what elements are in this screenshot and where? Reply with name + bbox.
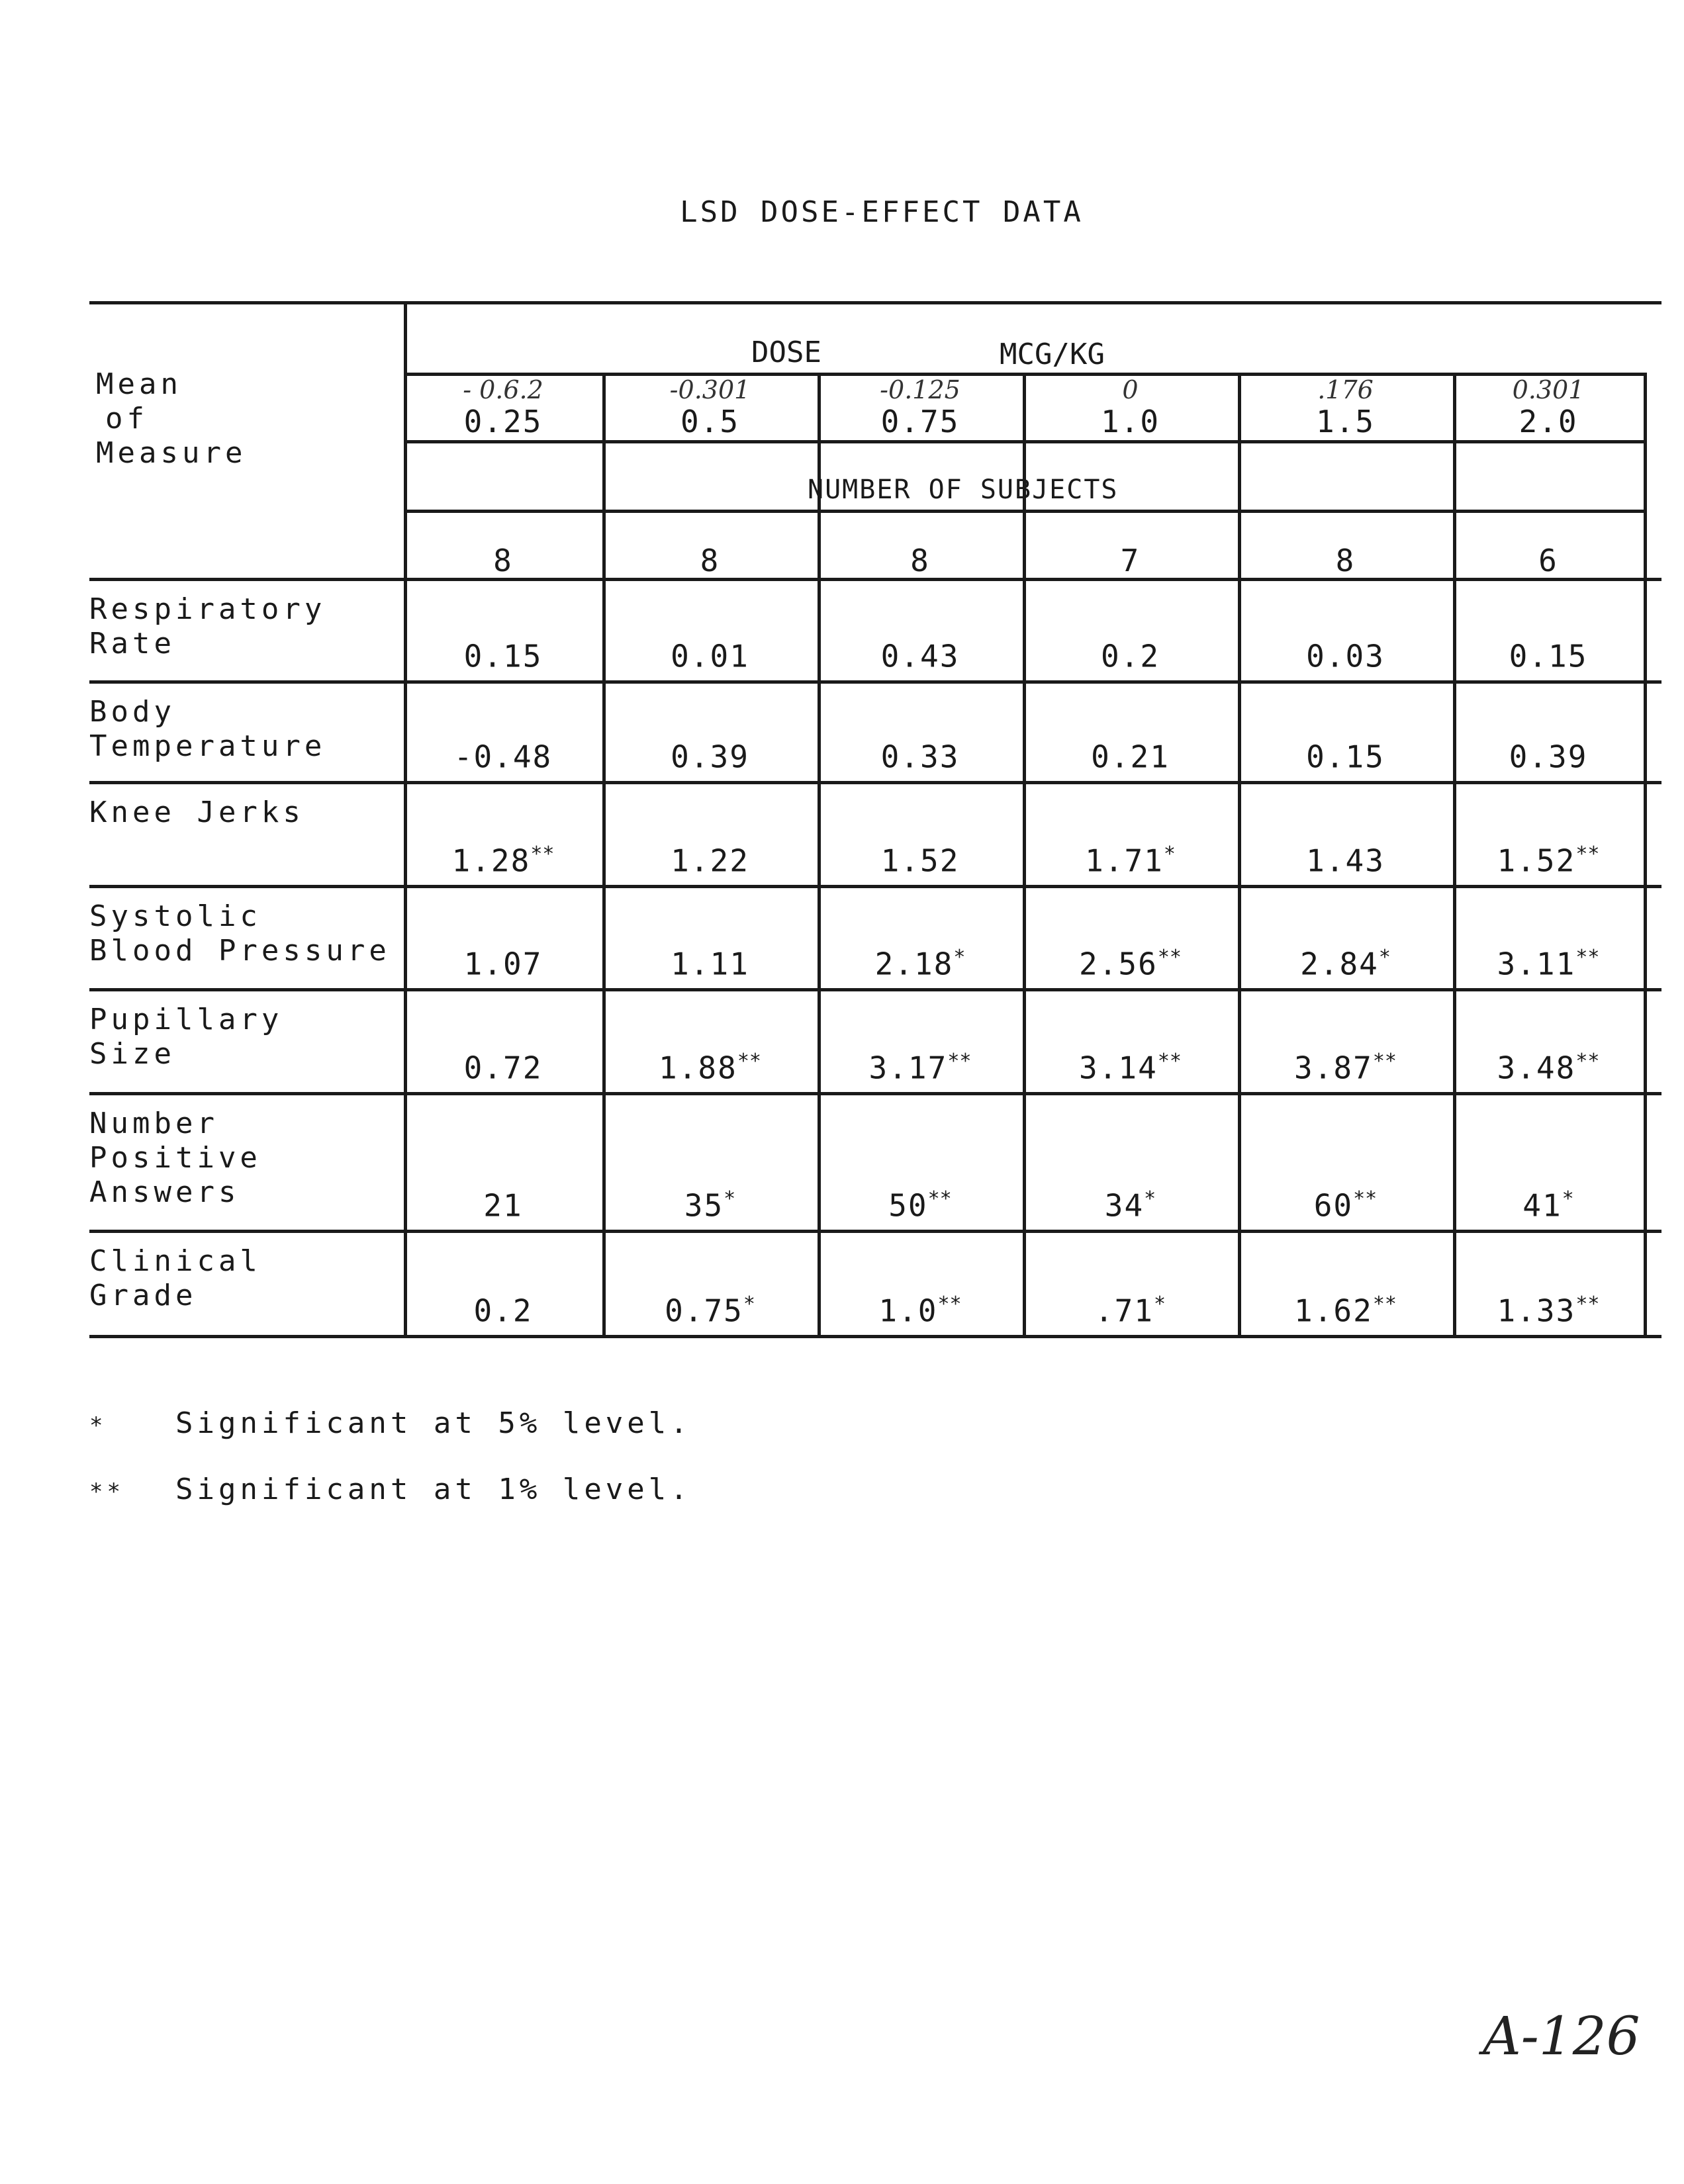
value-cell [818, 1187, 1023, 1223]
subjects-cell: 8 [700, 543, 720, 578]
row-label [89, 796, 304, 830]
significance-mark: ** [1575, 946, 1600, 969]
log-dose-cell: -0.301 [669, 375, 751, 404]
cell-value: 0.2 [473, 1293, 533, 1329]
cell-value: 21 [483, 1187, 523, 1224]
dose-cell: 0.75 [880, 404, 960, 439]
significance-mark: ** [927, 1187, 952, 1210]
row-label-line: Clinical [89, 1244, 261, 1278]
cell-value: 1.07 [463, 946, 543, 982]
cell-value: 1.0 [878, 1293, 938, 1329]
row-label [89, 1244, 261, 1313]
value-cell [404, 842, 602, 878]
cell-value: 0.15 [1306, 739, 1385, 775]
cell-value: 50 [888, 1187, 928, 1224]
value-cell [1023, 638, 1238, 674]
cell-value: 2.18 [874, 946, 954, 982]
value-cell [818, 739, 1023, 774]
cell-value: 2.84 [1300, 946, 1379, 982]
log-dose-cell: - 0.6.2 [463, 375, 543, 404]
value-cell [1453, 1050, 1644, 1085]
value-cell [602, 739, 818, 774]
value-cell [1238, 1050, 1453, 1085]
value-cell [602, 1050, 818, 1085]
value-cell [1453, 739, 1644, 774]
value-cell [602, 1187, 818, 1223]
label-column-rule [404, 301, 407, 1338]
value-cell [1023, 946, 1238, 981]
cell-value: 0.39 [671, 739, 749, 775]
dose-effect-table [89, 301, 1661, 1340]
legend-mark: * [89, 1412, 107, 1439]
subjects-cell: 8 [493, 543, 513, 578]
value-cell [602, 946, 818, 981]
significance-mark: ** [1575, 1293, 1600, 1316]
value-cell [1023, 1050, 1238, 1085]
significance-mark: ** [1353, 1187, 1378, 1210]
value-cell [404, 946, 602, 981]
cell-value: 0.72 [463, 1050, 543, 1086]
cell-value: 3.87 [1294, 1050, 1373, 1086]
cell-value: 0.03 [1306, 638, 1385, 674]
row-rule [89, 1092, 1661, 1095]
cell-value: 1.71 [1085, 842, 1164, 879]
cell-value: 3.14 [1079, 1050, 1158, 1086]
cell-value: 0.15 [463, 638, 543, 674]
legend-mark: ** [89, 1479, 124, 1505]
cell-value: 2.56 [1079, 946, 1158, 982]
value-cell [404, 1293, 602, 1328]
cell-value: 60 [1313, 1187, 1354, 1224]
row-label-line: Grade [89, 1279, 197, 1312]
value-cell [1238, 1187, 1453, 1223]
row-rule [89, 885, 1661, 888]
table-rule-right [1644, 373, 1647, 1338]
page-number: A-126 [1483, 2005, 1640, 2067]
cell-value: 0.75 [665, 1293, 743, 1329]
legend-item [89, 1406, 692, 1440]
row-label [89, 899, 391, 968]
row-header-line: of [105, 402, 148, 435]
legend-text: Significant at 5% level. [175, 1406, 692, 1440]
value-cell [818, 1050, 1023, 1085]
cell-value: .71 [1094, 1293, 1154, 1329]
value-cell [404, 638, 602, 674]
value-cell [602, 842, 818, 878]
log-dose-cell: 0.301 [1512, 375, 1585, 404]
cell-value: 1.52 [1497, 842, 1576, 879]
significance-mark: ** [1157, 946, 1182, 969]
row-label-line: Body [89, 695, 175, 729]
cell-value: 0.15 [1509, 638, 1588, 674]
cell-value: 0.01 [671, 638, 749, 674]
significance-mark: ** [1575, 842, 1600, 866]
value-cell [404, 1187, 602, 1223]
row-label [89, 1003, 283, 1071]
dose-cell: 2.0 [1519, 404, 1578, 439]
subjects-rule [407, 510, 1645, 513]
row-label-line: Systolic [89, 899, 261, 933]
cell-value: 1.33 [1497, 1293, 1576, 1329]
cell-value: -0.48 [453, 739, 553, 775]
significance-mark: ** [1157, 1050, 1182, 1073]
row-rule [89, 988, 1661, 991]
legend-item [89, 1473, 692, 1506]
value-cell [1023, 842, 1238, 878]
cell-value: 1.43 [1306, 842, 1385, 879]
row-label-line: Number [89, 1107, 218, 1140]
dose-cell: 0.5 [680, 404, 740, 439]
cell-value: 0.2 [1100, 638, 1160, 674]
dose-cell: 1.0 [1100, 404, 1160, 439]
subjects-label: NUMBER OF SUBJECTS [808, 475, 1119, 505]
value-cell [404, 739, 602, 774]
row-header-line: Measure [96, 436, 247, 470]
row-label-line: Knee Jerks [89, 796, 304, 829]
significance-mark: * [1562, 1187, 1574, 1210]
page-title: LSD DOSE-EFFECT DATA [680, 195, 1084, 229]
cell-value: 1.62 [1294, 1293, 1373, 1329]
cell-value: 35 [684, 1187, 724, 1224]
row-label-line: Respiratory [89, 592, 326, 626]
cell-value: 1.11 [671, 946, 749, 982]
row-label-line: Temperature [89, 729, 326, 763]
cell-value: 3.17 [868, 1050, 948, 1086]
row-rule [89, 1230, 1661, 1233]
value-cell [602, 1293, 818, 1328]
value-cell [1453, 1187, 1644, 1223]
dose-label: DOSE [751, 336, 821, 369]
cell-value: 34 [1104, 1187, 1145, 1224]
value-cell [1238, 842, 1453, 878]
table-rule-top [89, 301, 1661, 304]
value-cell [1238, 739, 1453, 774]
significance-mark: * [1144, 1187, 1156, 1210]
significance-mark: * [743, 1293, 755, 1316]
value-cell [404, 1050, 602, 1085]
value-cell [1238, 946, 1453, 981]
row-label-line: Blood Pressure [89, 934, 391, 968]
significance-mark: ** [1575, 1050, 1600, 1073]
cell-value: 0.43 [880, 638, 960, 674]
significance-mark: ** [937, 1293, 962, 1316]
log-dose-cell: -0.125 [880, 375, 960, 404]
cell-value: 41 [1522, 1187, 1562, 1224]
row-label-line: Pupillary [89, 1003, 283, 1036]
cell-value: 1.28 [451, 842, 531, 879]
subjects-cell: 8 [1335, 543, 1356, 578]
value-cell [602, 638, 818, 674]
significance-mark: * [1378, 946, 1391, 969]
subjects-cell: 7 [1120, 543, 1141, 578]
cell-value: 3.11 [1497, 946, 1576, 982]
significance-mark: ** [1372, 1050, 1397, 1073]
value-cell [1023, 1187, 1238, 1223]
row-label-line: Rate [89, 627, 175, 660]
significance-mark: * [953, 946, 966, 969]
log-dose-cell: 0 [1122, 375, 1139, 404]
value-cell [818, 946, 1023, 981]
row-label [89, 1107, 261, 1210]
unit-label: MCG/KG [1000, 338, 1105, 371]
significance-mark: ** [947, 1050, 972, 1073]
cell-value: 0.39 [1509, 739, 1588, 775]
dose-cell: 0.25 [463, 404, 543, 439]
value-cell [818, 1293, 1023, 1328]
dose-cell: 1.5 [1315, 404, 1376, 439]
cell-value: 1.22 [671, 842, 749, 879]
legend-text: Significant at 1% level. [175, 1473, 692, 1506]
row-label-line: Positive [89, 1141, 261, 1175]
value-cell [818, 842, 1023, 878]
row-label-line: Answers [89, 1175, 240, 1209]
cell-value: 1.52 [880, 842, 960, 879]
value-cell [1453, 1293, 1644, 1328]
row-label-line: Size [89, 1037, 175, 1071]
row-rule [89, 680, 1661, 684]
cell-value: 0.21 [1091, 739, 1170, 775]
row-header [96, 367, 246, 471]
row-label [89, 695, 326, 764]
dose-rule-bottom [407, 440, 1645, 443]
cell-value: 0.33 [880, 739, 960, 775]
significance-mark: * [1154, 1293, 1166, 1316]
row-header-line: Mean [96, 367, 182, 401]
value-cell [1238, 1293, 1453, 1328]
cell-value: 1.88 [659, 1050, 737, 1086]
significance-mark: ** [737, 1050, 761, 1073]
significance-mark: ** [530, 842, 555, 866]
value-cell [1238, 638, 1453, 674]
value-cell [1023, 1293, 1238, 1328]
row-label [89, 592, 326, 661]
value-cell [1453, 842, 1644, 878]
value-cell [1023, 739, 1238, 774]
significance-mark: ** [1372, 1293, 1397, 1316]
row-rule [89, 781, 1661, 784]
value-cell [1453, 946, 1644, 981]
table-rule-bottom [89, 1335, 1661, 1338]
cell-value: 3.48 [1497, 1050, 1576, 1086]
value-cell [1453, 638, 1644, 674]
log-dose-cell: .176 [1317, 375, 1374, 404]
subjects-cell: 8 [910, 543, 930, 578]
significance-mark: * [1163, 842, 1176, 866]
value-cell [818, 638, 1023, 674]
subjects-cell: 6 [1538, 543, 1558, 578]
significance-mark: * [724, 1187, 736, 1210]
